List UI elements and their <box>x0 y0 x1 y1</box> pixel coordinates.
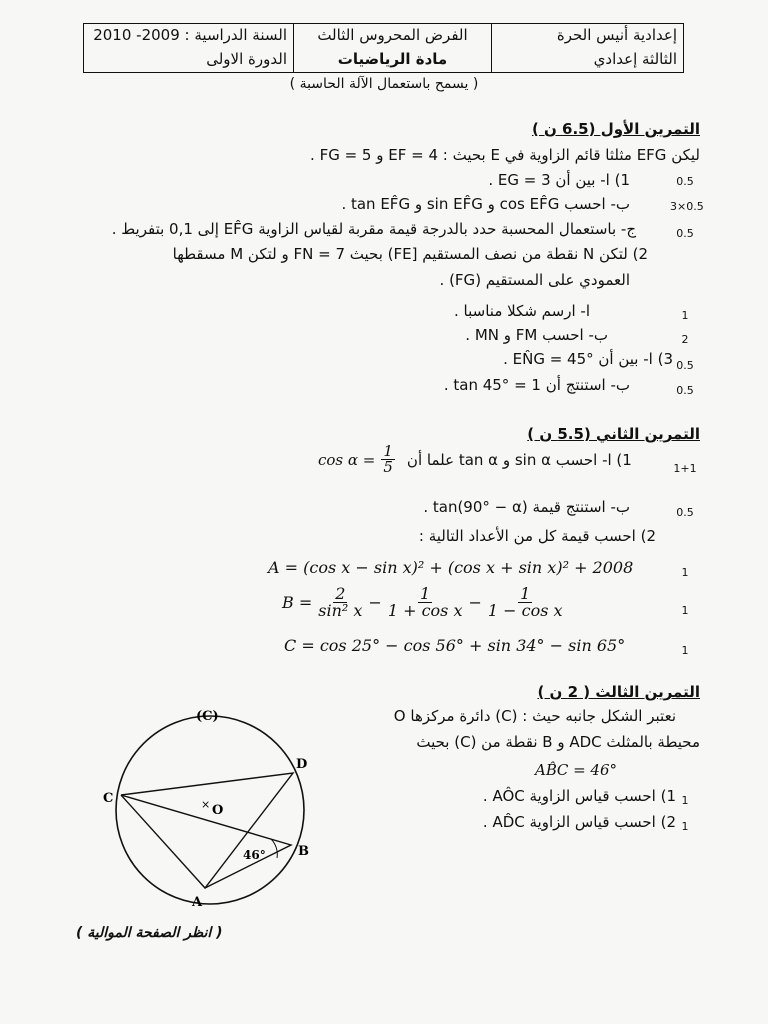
ex1-q2b: ب- احسب FM و MN . <box>465 326 608 344</box>
label-circle: (C) <box>196 709 219 724</box>
B-term-1 <box>318 586 362 619</box>
ex1-points-5: 2 <box>681 333 689 346</box>
exam-cell <box>294 24 492 72</box>
expression-B <box>282 586 563 619</box>
B-term-1-num: 2 <box>335 584 346 603</box>
angle-label: 46° <box>243 848 266 862</box>
ex2-points-4: 1 <box>681 604 689 617</box>
ex1-q1c: ج- باستعمال المحسبة حدد بالدرجة قيمة مقربة لقياس الزاوية EF̂G إلى 0,1 بتفريط . <box>111 220 636 238</box>
class-level: الثالثة إعدادي <box>593 50 677 68</box>
exam-title: الفرض المحروس الثالث <box>317 26 468 44</box>
ex2-points-5: 1 <box>681 644 689 657</box>
ex2-points-2: 0.5 <box>676 506 694 519</box>
ex2-q1a-text: 1) ا- احسب sin α و tan α علما أن <box>406 450 632 469</box>
header-table <box>83 23 684 73</box>
ex2-q1b: ب- استنتج قيمة tan(90° − α) . <box>423 498 630 516</box>
ex1-q3b: ب- استنتج أن tan 45° = 1 . <box>443 376 630 394</box>
calculator-note: ( يسمح باستعمال الآلة الحاسبة ) <box>289 76 479 92</box>
ex2-q2: 2) احسب قيمة كل من الأعداد التالية : <box>418 527 656 545</box>
label-A: A <box>192 895 203 910</box>
B-label: B = <box>282 593 313 612</box>
session: الدورة الاولى <box>206 50 287 68</box>
ex1-points-6: 0.5 <box>676 359 694 372</box>
ex1-q2a: ا- ارسم شكلا مناسبا . <box>454 302 590 320</box>
B-term-3-num: 1 <box>520 584 531 603</box>
ex1-q2: 2) لتكن N نقطة من نصف المستقيم [FE) بحيث FN = 7 و لتكن M مسقطها <box>172 245 648 263</box>
ex3-line2: محيطة بالمثلث ADC و B نقطة من (C) بحيث <box>416 733 700 751</box>
B-term-2-num: 1 <box>420 584 431 603</box>
cos-alpha-fraction <box>381 444 395 475</box>
B-term-3 <box>488 586 563 619</box>
ex1-points-4: 1 <box>681 309 689 322</box>
ex1-points-7: 0.5 <box>676 384 694 397</box>
triangle-ADC <box>121 773 293 888</box>
ex1-points-2: 3×0.5 <box>670 200 704 213</box>
label-C: C <box>103 791 114 806</box>
ex1-q1b: ب- احسب cos EF̂G و sin EF̂G و tan EF̂G . <box>341 195 630 213</box>
ex1-points-3: 0.5 <box>676 227 694 240</box>
ex2-points-3: 1 <box>681 566 689 579</box>
B-term-2-den: 1 + cos x <box>387 601 463 620</box>
ex3-points-1: 1 <box>681 794 689 807</box>
year-cell <box>84 24 294 72</box>
ex3-q1: 1) احسب قياس الزاوية AÔC . <box>482 787 676 805</box>
ex1-q2-cont: العمودي على المستقيم (FG) . <box>439 271 630 289</box>
ex1-points-1: 0.5 <box>676 175 694 188</box>
cos-alpha-label: cos α = <box>318 450 376 469</box>
B-term-3-den: 1 − cos x <box>487 601 563 620</box>
ex3-q2: 2) احسب قياس الزاوية AD̂C . <box>482 813 676 831</box>
exercise-1-title: التمرين الأول (6.5 ن ) <box>531 120 700 138</box>
label-B: B <box>298 844 309 859</box>
ex2-q1a-row <box>318 444 632 475</box>
ex3-points-2: 1 <box>681 820 689 833</box>
ex1-q3a: 3) ا- بين أن EN̂G = 45° . <box>503 350 673 368</box>
center-mark: × <box>201 798 211 811</box>
ex1-q1a: 1) ا- بين أن EG = 3 . <box>488 171 630 189</box>
exercise-2-title: التمرين الثاني (5.5 ن ) <box>527 425 700 443</box>
ex3-line1: نعتبر الشكل جانبه حيث : (C) دائرة مركزها O <box>393 707 676 725</box>
school-year: السنة الدراسية : 2009- 2010 <box>93 26 287 44</box>
school-cell <box>492 24 683 72</box>
B-term-2 <box>388 586 463 619</box>
ex1-intro: ليكن EFG مثلثا قائم الزاوية في E بحيث : EF = 4 و FG = 5 . <box>310 146 700 164</box>
ex3-angle-given: AB̂C = 46° <box>535 761 618 779</box>
school-name: إعدادية أنيس الحرة <box>556 26 677 44</box>
footer-note: ( انظر الصفحة الموالية ) <box>76 925 223 941</box>
circle-figure <box>95 700 335 920</box>
expression-C: C = cos 25° − cos 56° + sin 34° − sin 65° <box>284 636 626 655</box>
exercise-3-title: التمرين الثالث ( 2 ن ) <box>537 683 700 701</box>
ex2-points-1: 1+1 <box>673 462 697 475</box>
fraction-denominator: 5 <box>383 458 393 476</box>
B-term-1-den: sin² x <box>318 601 363 620</box>
label-D: D <box>296 757 308 772</box>
fraction-numerator: 1 <box>383 442 393 460</box>
minus-sign: − <box>468 593 482 612</box>
subject: مادة الرياضيات <box>337 50 448 68</box>
label-O: O <box>212 803 224 818</box>
expression-A: A = (cos x − sin x)² + (cos x + sin x)² + 2008 <box>268 558 634 577</box>
minus-sign: − <box>368 593 382 612</box>
